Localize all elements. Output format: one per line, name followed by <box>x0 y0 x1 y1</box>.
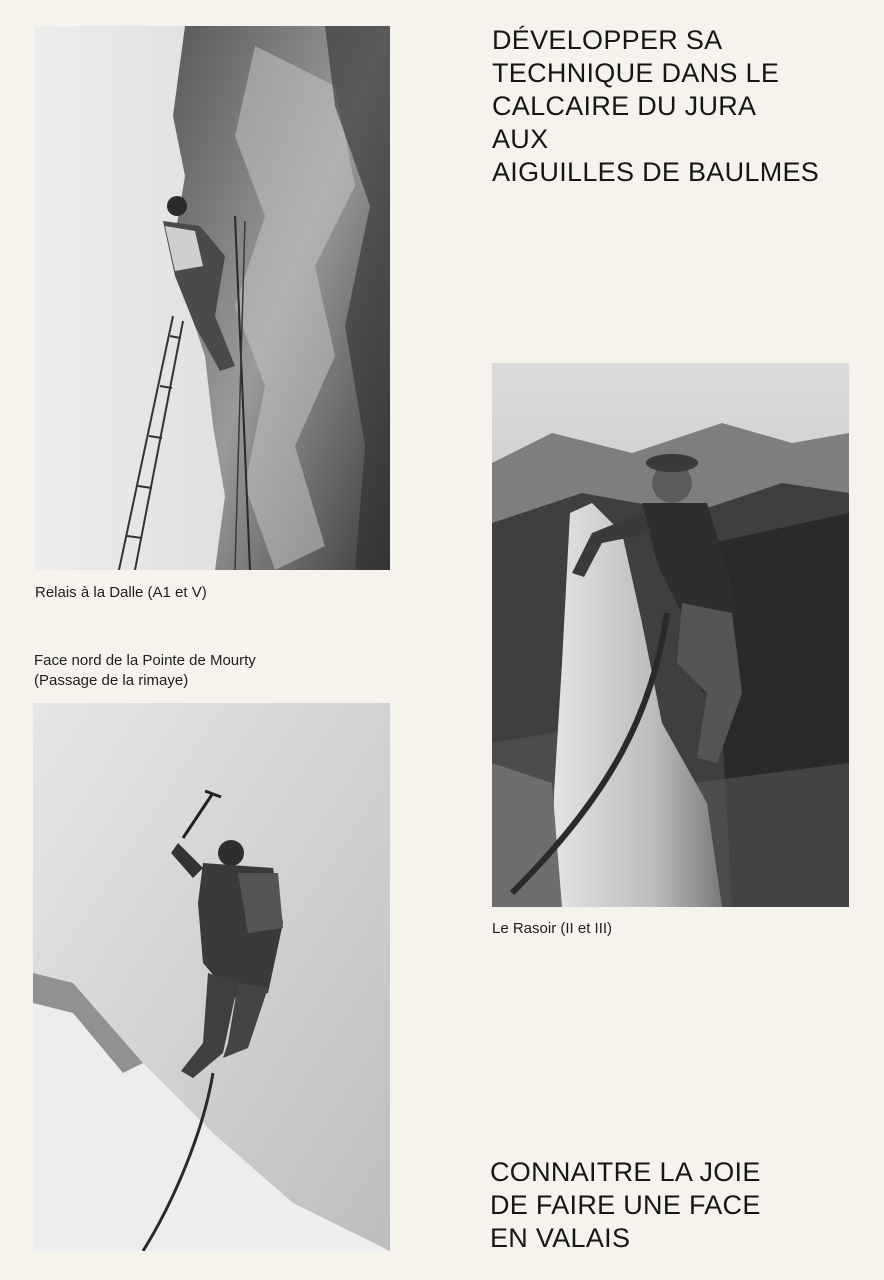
heading-top-line: AUX <box>492 124 549 154</box>
photo-rasoir-image <box>492 363 849 907</box>
caption-dalle: Relais à la Dalle (A1 et V) <box>35 584 207 601</box>
caption-mourty <box>34 651 256 691</box>
caption-mourty-line: (Passage de la rimaye) <box>34 672 189 689</box>
heading-top <box>492 24 819 189</box>
heading-bottom-line: EN VALAIS <box>490 1223 631 1253</box>
caption-rasoir: Le Rasoir (II et III) <box>492 920 613 937</box>
heading-bottom <box>490 1156 761 1255</box>
heading-top-line: AIGUILLES DE BAULMES <box>492 157 820 187</box>
heading-bottom-line: CONNAITRE LA JOIE <box>490 1157 761 1187</box>
photo-mourty <box>33 703 390 1251</box>
photo-dalle-image <box>35 26 390 570</box>
photo-mourty-image <box>33 703 390 1251</box>
photo-dalle <box>35 26 390 570</box>
heading-top-line: DÉVELOPPER SA <box>492 25 723 55</box>
heading-top-line: TECHNIQUE DANS LE <box>492 58 780 88</box>
heading-top-line: CALCAIRE DU JURA <box>492 91 757 121</box>
caption-mourty-line: Face nord de la Pointe de Mourty <box>34 652 256 669</box>
heading-bottom-line: DE FAIRE UNE FACE <box>490 1190 761 1220</box>
photo-rasoir <box>492 363 849 907</box>
